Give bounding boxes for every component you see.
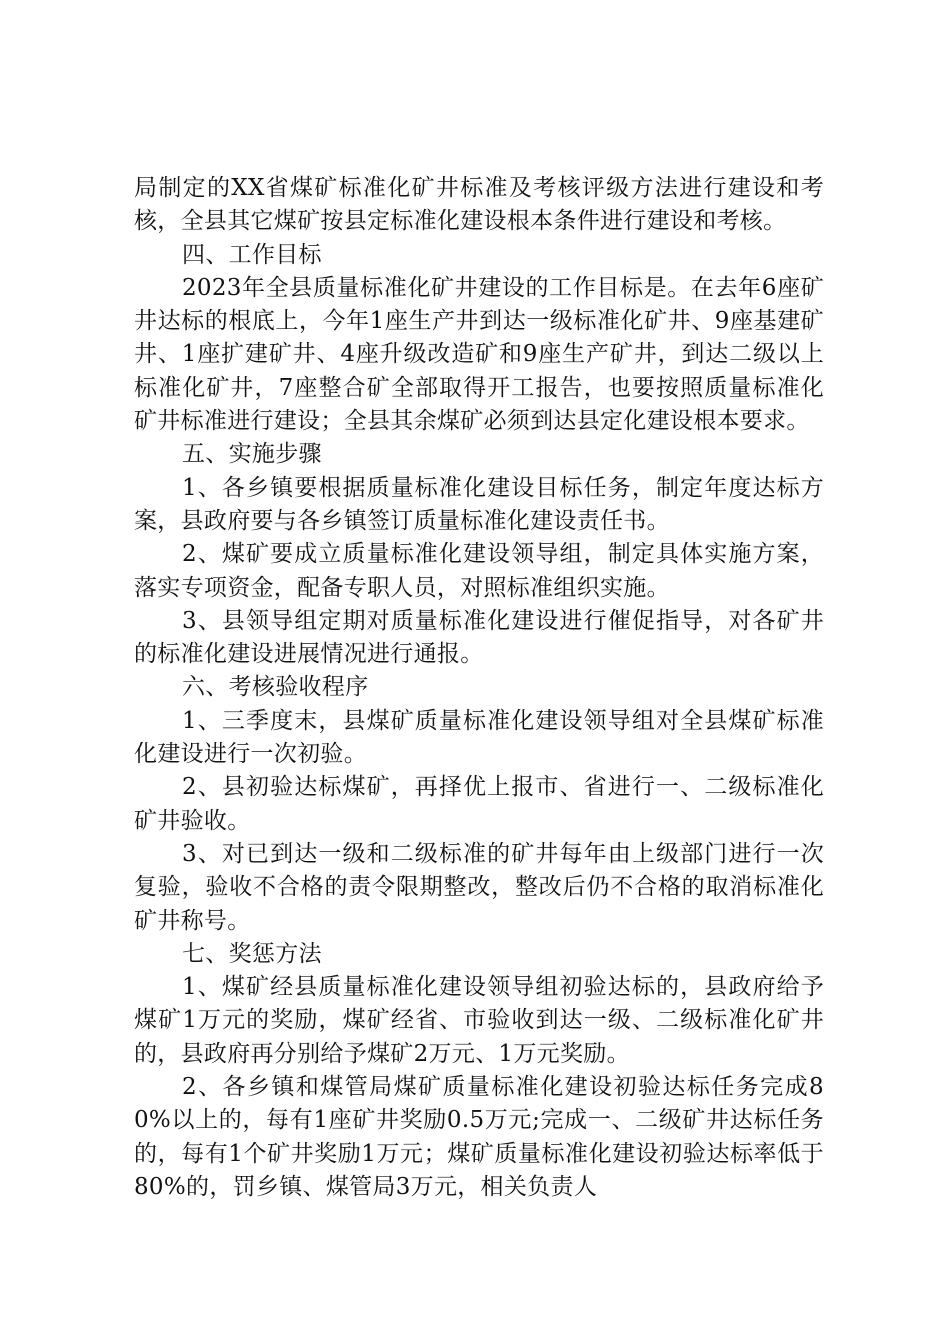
paragraph-step-3: 3、县领导组定期对质量标准化建设进行催促指导，对各矿井的标准化建设进展情况进行通报。 xyxy=(134,607,824,668)
paragraph-intro-continued: 局制定的XX省煤矿标准化矿井标准及考核评级方法进行建设和考核，全县其它煤矿按县定标准化建设根本条件进行建设和考核。 xyxy=(134,175,824,235)
paragraph-acceptance-2: 2、县初验达标煤矿，再择优上报市、省进行一、二级标准化矿井验收。 xyxy=(134,774,824,834)
paragraph-step-1: 1、各乡镇要根据质量标准化建设目标任务，制定年度达标方案，县政府要与各乡镇签订质量标准化建设责任书。 xyxy=(134,474,824,534)
section-heading-acceptance-procedure: 六、考核验收程序 xyxy=(182,674,369,701)
section-heading-implementation-steps: 五、实施步骤 xyxy=(182,441,322,468)
paragraph-reward-1: 1、煤矿经县质量标准化建设领导组初验达标的，县政府给予煤矿1万元的奖励，煤矿经省、市验收到达一级、二级标准化矿井的，县政府再分别给予煤矿2万元、1万元奖励。 xyxy=(134,974,824,1067)
paragraph-acceptance-3: 3、对已到达一级和二级标准的矿井每年由上级部门进行一次复验，验收不合格的责令限期整改，整改后仍不合格的取消标准化矿井称号。 xyxy=(134,840,824,934)
paragraph-work-goals: 2023年全县质量标准化矿井建设的工作目标是。在去年6座矿井达标的根底上，今年1座生产井到达一级标准化矿井、9座基建矿井、1座扩建矿井、4座升级改造矿和9座生产矿井，到达二级以上标准化矿井，7座整合矿全部取得开工报告，也要按照质量标准化矿井标准进行建设；全县其余煤矿必须到达县定化建设根本要求。 xyxy=(134,274,824,435)
paragraph-acceptance-1: 1、三季度末，县煤矿质量标准化建设领导组对全县煤矿标准化建设进行一次初验。 xyxy=(134,707,824,768)
section-heading-rewards-penalties: 七、奖惩方法 xyxy=(182,940,322,967)
document-body xyxy=(134,172,824,1204)
paragraph-reward-2: 2、各乡镇和煤管局煤矿质量标准化建设初验达标任务完成80%以上的，每有1座矿井奖励0.5万元;完成一、二级矿井达标任务的，每有1个矿井奖励1万元；煤矿质量标准化建设初验达标率低于80%的，罚乡镇、煤管局3万元，相关负责人 xyxy=(134,1074,824,1200)
paragraph-step-2: 2、煤矿要成立质量标准化建设领导组，制定具体实施方案，落实专项资金，配备专职人员，对照标准组织实施。 xyxy=(134,541,824,601)
section-heading-work-goals: 四、工作目标 xyxy=(182,241,322,268)
